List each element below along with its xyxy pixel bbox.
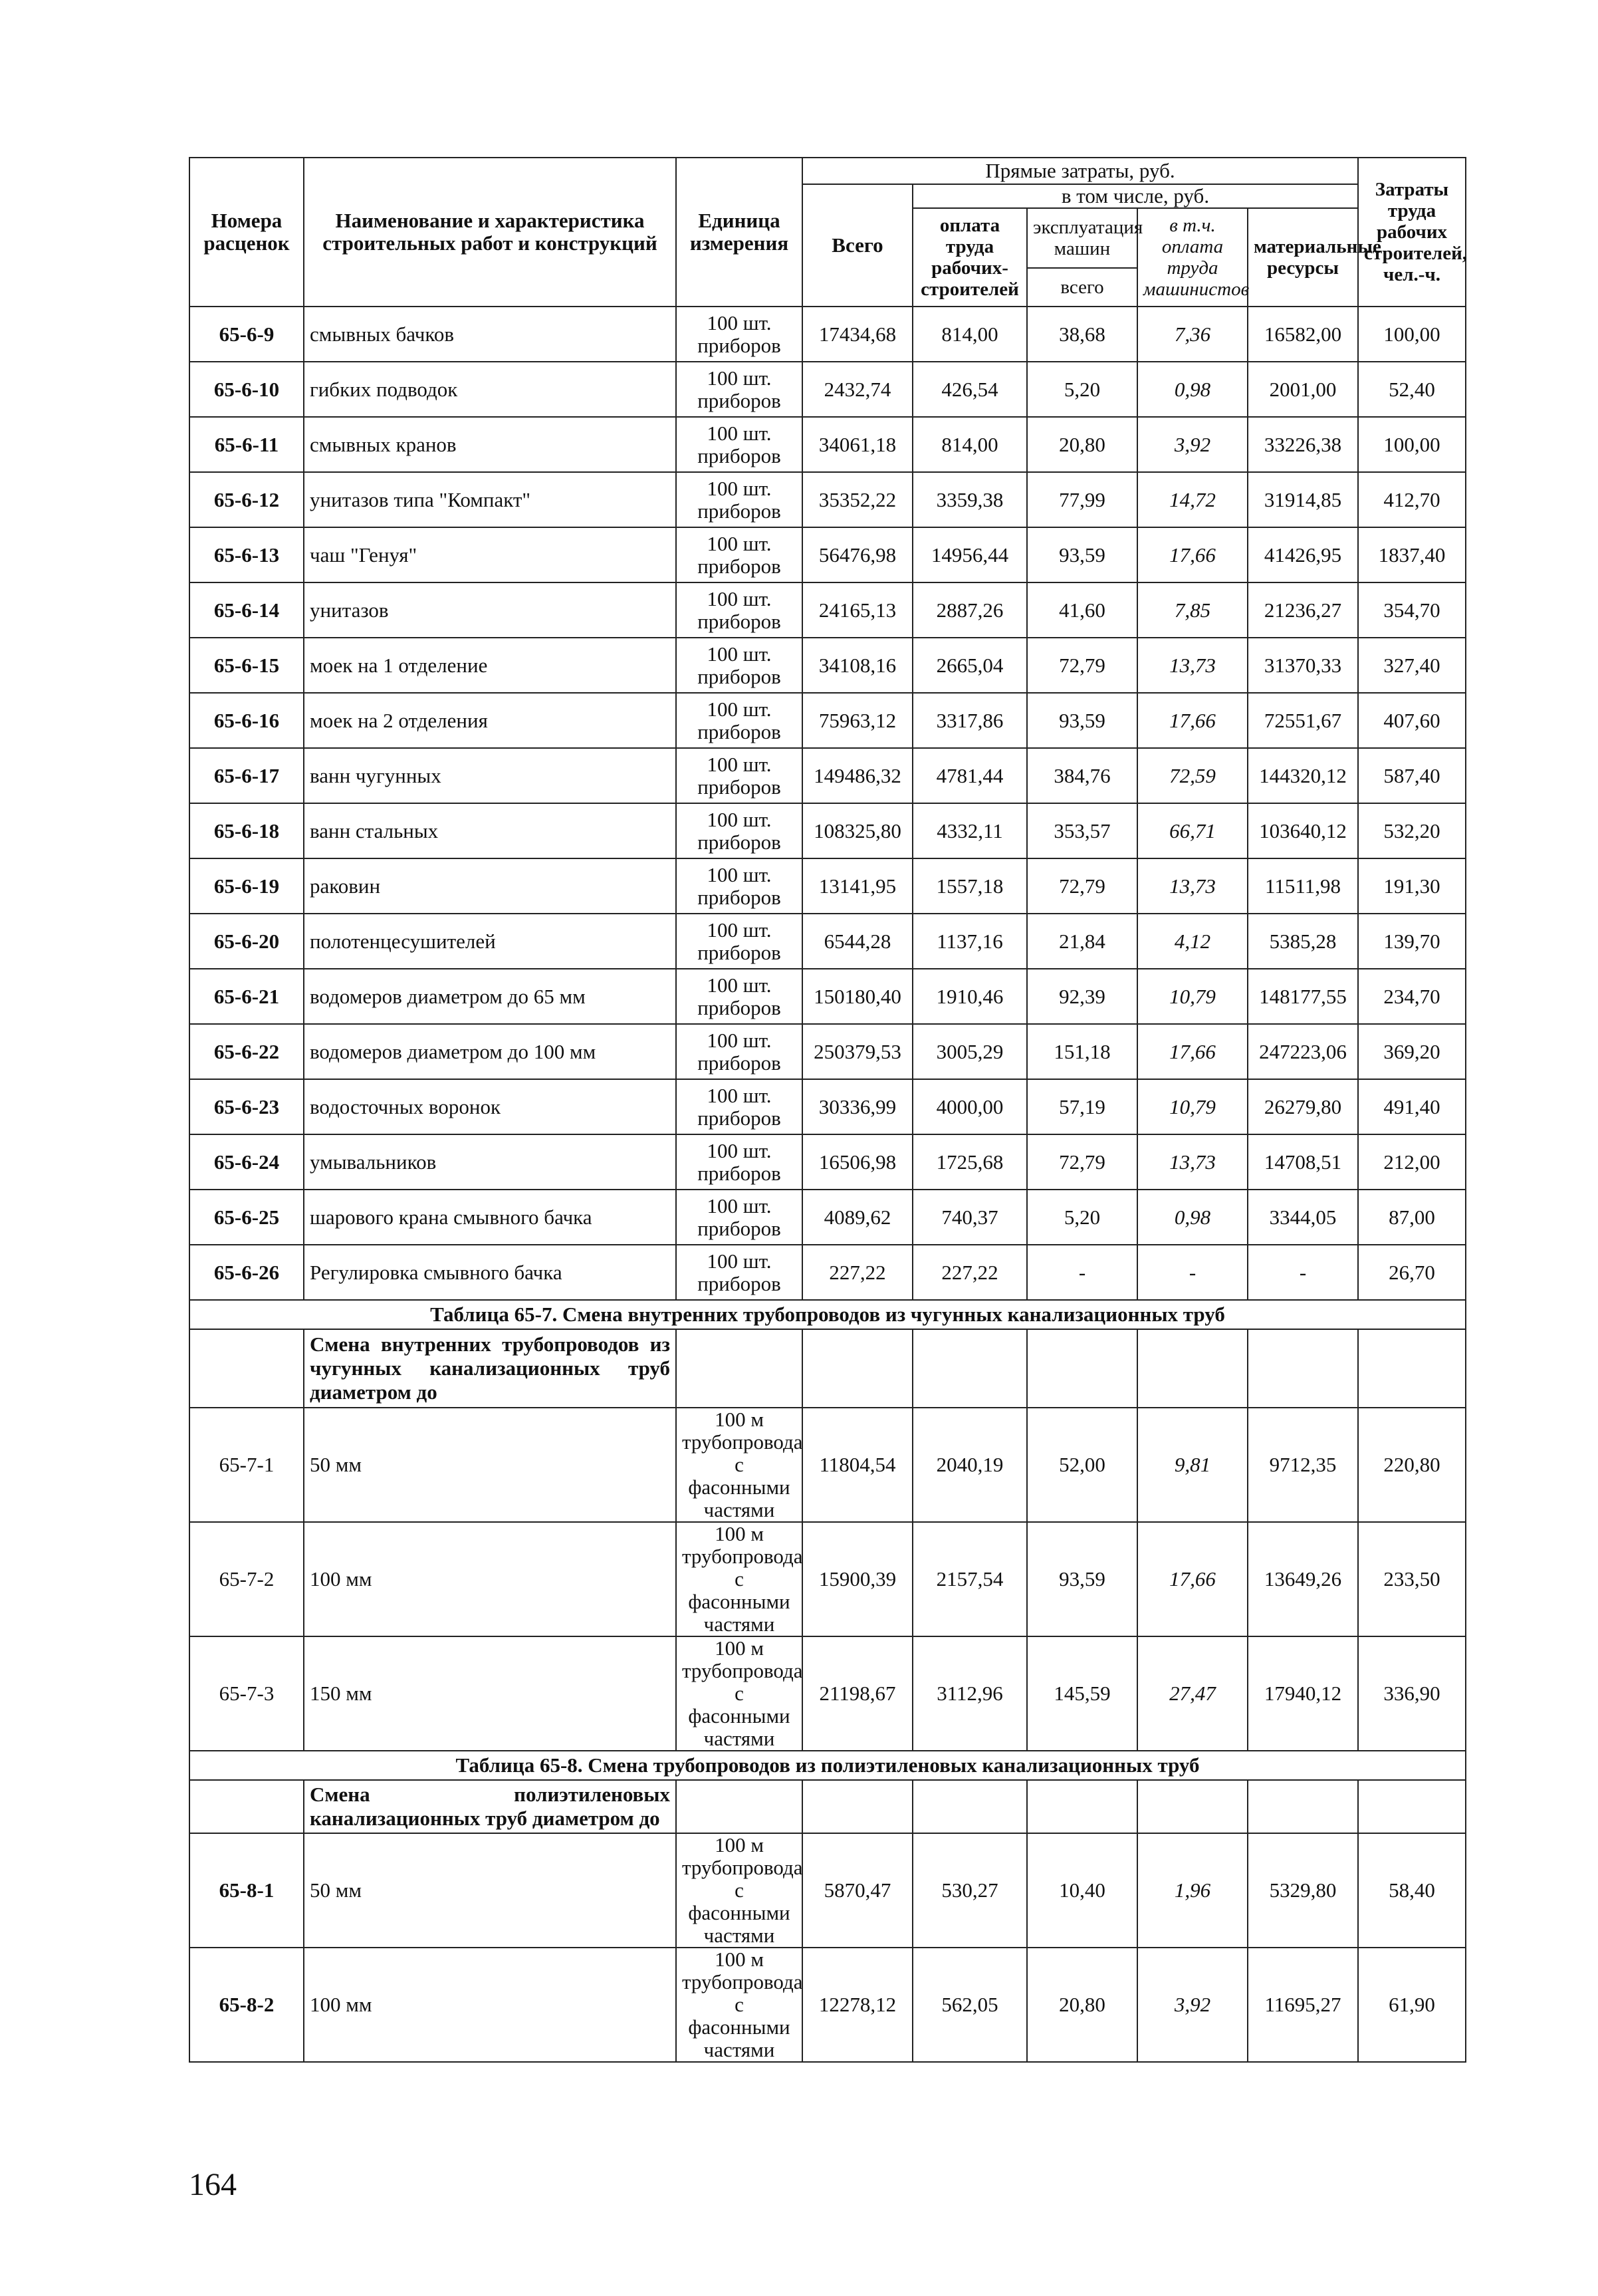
materials: 16582,00 xyxy=(1248,307,1358,362)
work-name: моек на 2 отделения xyxy=(304,693,676,748)
materials: 103640,12 xyxy=(1248,803,1358,858)
header-including: в том числе, руб. xyxy=(913,184,1358,208)
labor-pay: 14956,44 xyxy=(913,527,1027,582)
work-name: 150 мм xyxy=(304,1636,676,1751)
group-name: Смена полиэтиленовых канализационных труб диаметром до xyxy=(304,1780,676,1833)
machines: 72,79 xyxy=(1027,1134,1137,1190)
rate-code: 65-6-13 xyxy=(189,527,304,582)
labor-hours: 532,20 xyxy=(1358,803,1466,858)
total: 17434,68 xyxy=(802,307,913,362)
machines: 151,18 xyxy=(1027,1024,1137,1079)
machinists-pay: 3,92 xyxy=(1137,1948,1248,2062)
table-row xyxy=(189,527,1466,582)
work-name: водомеров диаметром до 65 мм xyxy=(304,969,676,1024)
labor-pay: 530,27 xyxy=(913,1833,1027,1948)
labor-pay: 227,22 xyxy=(913,1245,1027,1300)
table-row xyxy=(189,914,1466,969)
machines: 93,59 xyxy=(1027,693,1137,748)
unit: 100 шт. приборов xyxy=(676,1190,802,1245)
total: 108325,80 xyxy=(802,803,913,858)
work-name: раковин xyxy=(304,858,676,914)
labor-pay: 1137,16 xyxy=(913,914,1027,969)
labor-hours: 52,40 xyxy=(1358,362,1466,417)
total: 6544,28 xyxy=(802,914,913,969)
header-machinists-pay: в т.ч. оплата труда машинистов xyxy=(1137,208,1248,307)
rate-code: 65-6-14 xyxy=(189,582,304,638)
unit: 100 м трубопровода с фасонными частями xyxy=(676,1522,802,1636)
unit: 100 м трубопровода с фасонными частями xyxy=(676,1408,802,1522)
labor-hours: 26,70 xyxy=(1358,1245,1466,1300)
labor-hours: 220,80 xyxy=(1358,1408,1466,1522)
total: 21198,67 xyxy=(802,1636,913,1751)
total: 75963,12 xyxy=(802,693,913,748)
labor-hours: 87,00 xyxy=(1358,1190,1466,1245)
rate-code: 65-6-24 xyxy=(189,1134,304,1190)
empty-cell xyxy=(189,1329,304,1408)
table-header xyxy=(189,158,1466,307)
labor-hours: 61,90 xyxy=(1358,1948,1466,2062)
materials: 11695,27 xyxy=(1248,1948,1358,2062)
header-materials: материальные ресурсы xyxy=(1248,208,1358,307)
empty-cell xyxy=(1358,1329,1466,1408)
header-labor-pay: оплата труда рабочих-строителей xyxy=(913,208,1027,307)
labor-pay: 3112,96 xyxy=(913,1636,1027,1751)
empty-cell xyxy=(1027,1780,1137,1833)
table-row xyxy=(189,1948,1466,2062)
work-name: ванн стальных xyxy=(304,803,676,858)
group-row xyxy=(189,1329,1466,1408)
labor-pay: 1725,68 xyxy=(913,1134,1027,1190)
machinists-pay: 17,66 xyxy=(1137,1522,1248,1636)
machines: 93,59 xyxy=(1027,527,1137,582)
labor-pay: 2157,54 xyxy=(913,1522,1027,1636)
labor-hours: 233,50 xyxy=(1358,1522,1466,1636)
total: 56476,98 xyxy=(802,527,913,582)
machinists-pay: 10,79 xyxy=(1137,1079,1248,1134)
header-total: Всего xyxy=(802,184,913,307)
labor-pay: 4781,44 xyxy=(913,748,1027,803)
machinists-pay: 17,66 xyxy=(1137,1024,1248,1079)
machines: 145,59 xyxy=(1027,1636,1137,1751)
machines: 20,80 xyxy=(1027,1948,1137,2062)
work-name: 50 мм xyxy=(304,1408,676,1522)
section-title-row xyxy=(189,1300,1466,1329)
total: 11804,54 xyxy=(802,1408,913,1522)
work-name: водосточных воронок xyxy=(304,1079,676,1134)
unit: 100 шт. приборов xyxy=(676,1134,802,1190)
header-labor-costs: Затраты труда рабочих строителей, чел.-ч. xyxy=(1358,158,1466,307)
empty-cell xyxy=(1248,1329,1358,1408)
machinists-pay: 72,59 xyxy=(1137,748,1248,803)
work-name: Регулировка смывного бачка xyxy=(304,1245,676,1300)
empty-cell xyxy=(189,1780,304,1833)
table-row xyxy=(189,638,1466,693)
unit: 100 шт. приборов xyxy=(676,417,802,472)
machines: - xyxy=(1027,1245,1137,1300)
labor-hours: 587,40 xyxy=(1358,748,1466,803)
total: 250379,53 xyxy=(802,1024,913,1079)
machines: 93,59 xyxy=(1027,1522,1137,1636)
group-name: Смена внутренних трубопроводов из чугунных канализационных труб диаметром до xyxy=(304,1329,676,1408)
unit: 100 шт. приборов xyxy=(676,638,802,693)
machines: 52,00 xyxy=(1027,1408,1137,1522)
rate-code: 65-7-2 xyxy=(189,1522,304,1636)
machinists-pay: - xyxy=(1137,1245,1248,1300)
labor-hours: 1837,40 xyxy=(1358,527,1466,582)
unit: 100 шт. приборов xyxy=(676,748,802,803)
machines: 72,79 xyxy=(1027,638,1137,693)
table-row xyxy=(189,969,1466,1024)
unit: 100 шт. приборов xyxy=(676,858,802,914)
labor-hours: 491,40 xyxy=(1358,1079,1466,1134)
work-name: моек на 1 отделение xyxy=(304,638,676,693)
work-name: унитазов типа "Компакт" xyxy=(304,472,676,527)
header-direct-costs: Прямые затраты, руб. xyxy=(802,158,1358,184)
machinists-pay: 7,85 xyxy=(1137,582,1248,638)
labor-pay: 3005,29 xyxy=(913,1024,1027,1079)
table-row xyxy=(189,1245,1466,1300)
unit: 100 шт. приборов xyxy=(676,1079,802,1134)
machinists-pay: 13,73 xyxy=(1137,1134,1248,1190)
labor-pay: 2665,04 xyxy=(913,638,1027,693)
header-machines: эксплуатация машин xyxy=(1027,208,1137,268)
machines: 38,68 xyxy=(1027,307,1137,362)
total: 12278,12 xyxy=(802,1948,913,2062)
machinists-pay: 10,79 xyxy=(1137,969,1248,1024)
labor-hours: 191,30 xyxy=(1358,858,1466,914)
rate-code: 65-6-9 xyxy=(189,307,304,362)
labor-hours: 100,00 xyxy=(1358,307,1466,362)
work-name: умывальников xyxy=(304,1134,676,1190)
labor-hours: 412,70 xyxy=(1358,472,1466,527)
materials: 31914,85 xyxy=(1248,472,1358,527)
unit: 100 шт. приборов xyxy=(676,582,802,638)
materials: 5385,28 xyxy=(1248,914,1358,969)
table-row xyxy=(189,582,1466,638)
machinists-pay: 4,12 xyxy=(1137,914,1248,969)
machinists-pay: 0,98 xyxy=(1137,1190,1248,1245)
machines: 57,19 xyxy=(1027,1079,1137,1134)
work-name: унитазов xyxy=(304,582,676,638)
machinists-pay: 14,72 xyxy=(1137,472,1248,527)
table-row xyxy=(189,1522,1466,1636)
unit: 100 шт. приборов xyxy=(676,693,802,748)
labor-pay: 1910,46 xyxy=(913,969,1027,1024)
materials: 41426,95 xyxy=(1248,527,1358,582)
unit: 100 шт. приборов xyxy=(676,803,802,858)
table-row xyxy=(189,307,1466,362)
rate-code: 65-8-1 xyxy=(189,1833,304,1948)
machinists-pay: 7,36 xyxy=(1137,307,1248,362)
table-row xyxy=(189,1636,1466,1751)
rate-code: 65-6-11 xyxy=(189,417,304,472)
work-name: полотенцесушителей xyxy=(304,914,676,969)
work-name: 100 мм xyxy=(304,1948,676,2062)
machines: 10,40 xyxy=(1027,1833,1137,1948)
labor-pay: 4000,00 xyxy=(913,1079,1027,1134)
machines: 5,20 xyxy=(1027,1190,1137,1245)
materials: 5329,80 xyxy=(1248,1833,1358,1948)
table-row xyxy=(189,1190,1466,1245)
rates-table xyxy=(189,157,1466,2063)
labor-pay: 562,05 xyxy=(913,1948,1027,2062)
work-name: шарового крана смывного бачка xyxy=(304,1190,676,1245)
table-row xyxy=(189,748,1466,803)
labor-pay: 426,54 xyxy=(913,362,1027,417)
total: 4089,62 xyxy=(802,1190,913,1245)
unit: 100 шт. приборов xyxy=(676,969,802,1024)
rate-code: 65-7-3 xyxy=(189,1636,304,1751)
empty-cell xyxy=(1137,1329,1248,1408)
rate-code: 65-7-1 xyxy=(189,1408,304,1522)
work-name: 100 мм xyxy=(304,1522,676,1636)
empty-cell xyxy=(676,1780,802,1833)
table-row xyxy=(189,858,1466,914)
total: 2432,74 xyxy=(802,362,913,417)
machinists-pay: 13,73 xyxy=(1137,858,1248,914)
total: 149486,32 xyxy=(802,748,913,803)
rate-code: 65-6-21 xyxy=(189,969,304,1024)
rate-code: 65-6-25 xyxy=(189,1190,304,1245)
labor-hours: 369,20 xyxy=(1358,1024,1466,1079)
materials: 17940,12 xyxy=(1248,1636,1358,1751)
machines: 72,79 xyxy=(1027,858,1137,914)
machinists-pay: 1,96 xyxy=(1137,1833,1248,1948)
labor-pay: 2887,26 xyxy=(913,582,1027,638)
page-number: 164 xyxy=(189,2167,237,2202)
unit: 100 шт. приборов xyxy=(676,914,802,969)
header-machines-total: всего xyxy=(1027,268,1137,307)
total: 13141,95 xyxy=(802,858,913,914)
materials: 148177,55 xyxy=(1248,969,1358,1024)
rate-code: 65-6-10 xyxy=(189,362,304,417)
labor-pay: 2040,19 xyxy=(913,1408,1027,1522)
section-65-7 xyxy=(189,1300,1466,1751)
total: 150180,40 xyxy=(802,969,913,1024)
materials: 144320,12 xyxy=(1248,748,1358,803)
materials: 13649,26 xyxy=(1248,1522,1358,1636)
section-title: Таблица 65-7. Смена внутренних трубопроводов из чугунных канализационных труб xyxy=(189,1300,1466,1329)
empty-cell xyxy=(913,1780,1027,1833)
machines: 353,57 xyxy=(1027,803,1137,858)
table-row xyxy=(189,1134,1466,1190)
unit: 100 шт. приборов xyxy=(676,307,802,362)
section-title-row xyxy=(189,1751,1466,1780)
total: 34108,16 xyxy=(802,638,913,693)
labor-pay: 4332,11 xyxy=(913,803,1027,858)
labor-hours: 336,90 xyxy=(1358,1636,1466,1751)
machines: 77,99 xyxy=(1027,472,1137,527)
rate-code: 65-6-20 xyxy=(189,914,304,969)
total: 24165,13 xyxy=(802,582,913,638)
unit: 100 шт. приборов xyxy=(676,1245,802,1300)
work-name: гибких подводок xyxy=(304,362,676,417)
empty-cell xyxy=(1027,1329,1137,1408)
machinists-pay: 66,71 xyxy=(1137,803,1248,858)
rate-code: 65-6-12 xyxy=(189,472,304,527)
empty-cell xyxy=(913,1329,1027,1408)
labor-hours: 354,70 xyxy=(1358,582,1466,638)
machinists-pay: 17,66 xyxy=(1137,527,1248,582)
empty-cell xyxy=(1358,1780,1466,1833)
machinists-pay: 9,81 xyxy=(1137,1408,1248,1522)
rate-code: 65-6-19 xyxy=(189,858,304,914)
total: 30336,99 xyxy=(802,1079,913,1134)
machinists-pay: 13,73 xyxy=(1137,638,1248,693)
machinists-pay: 0,98 xyxy=(1137,362,1248,417)
table-row xyxy=(189,1408,1466,1522)
total: 227,22 xyxy=(802,1245,913,1300)
group-row xyxy=(189,1780,1466,1833)
empty-cell xyxy=(802,1329,913,1408)
labor-pay: 3359,38 xyxy=(913,472,1027,527)
section-title: Таблица 65-8. Смена трубопроводов из полиэтиленовых канализационных труб xyxy=(189,1751,1466,1780)
total: 16506,98 xyxy=(802,1134,913,1190)
unit: 100 шт. приборов xyxy=(676,362,802,417)
materials: 31370,33 xyxy=(1248,638,1358,693)
rate-code: 65-6-16 xyxy=(189,693,304,748)
labor-pay: 814,00 xyxy=(913,417,1027,472)
materials: 26279,80 xyxy=(1248,1079,1358,1134)
labor-pay: 740,37 xyxy=(913,1190,1027,1245)
rate-code: 65-6-18 xyxy=(189,803,304,858)
labor-pay: 814,00 xyxy=(913,307,1027,362)
rate-code: 65-8-2 xyxy=(189,1948,304,2062)
materials: 21236,27 xyxy=(1248,582,1358,638)
unit: 100 м трубопровода с фасонными частями xyxy=(676,1636,802,1751)
rate-code: 65-6-17 xyxy=(189,748,304,803)
unit: 100 шт. приборов xyxy=(676,1024,802,1079)
table-row xyxy=(189,417,1466,472)
table-row xyxy=(189,1024,1466,1079)
machines: 5,20 xyxy=(1027,362,1137,417)
work-name: чаш "Генуя" xyxy=(304,527,676,582)
labor-hours: 234,70 xyxy=(1358,969,1466,1024)
work-name: ванн чугунных xyxy=(304,748,676,803)
empty-cell xyxy=(1248,1780,1358,1833)
section-65-8 xyxy=(189,1751,1466,2062)
machines: 20,80 xyxy=(1027,417,1137,472)
section-65-6 xyxy=(189,307,1466,1300)
rate-code: 65-6-15 xyxy=(189,638,304,693)
header-name: Наименование и характеристика строительных работ и конструкций xyxy=(304,158,676,307)
labor-pay: 1557,18 xyxy=(913,858,1027,914)
empty-cell xyxy=(676,1329,802,1408)
materials: 247223,06 xyxy=(1248,1024,1358,1079)
materials: 14708,51 xyxy=(1248,1134,1358,1190)
materials: - xyxy=(1248,1245,1358,1300)
rates-table-sheet xyxy=(189,157,1468,2063)
materials: 33226,38 xyxy=(1248,417,1358,472)
table-row xyxy=(189,1833,1466,1948)
table-row xyxy=(189,803,1466,858)
total: 15900,39 xyxy=(802,1522,913,1636)
labor-hours: 139,70 xyxy=(1358,914,1466,969)
unit: 100 м трубопровода с фасонными частями xyxy=(676,1948,802,2062)
empty-cell xyxy=(802,1780,913,1833)
table-row xyxy=(189,472,1466,527)
header-unit: Единица измерения xyxy=(676,158,802,307)
labor-hours: 327,40 xyxy=(1358,638,1466,693)
total: 34061,18 xyxy=(802,417,913,472)
unit: 100 м трубопровода с фасонными частями xyxy=(676,1833,802,1948)
work-name: водомеров диаметром до 100 мм xyxy=(304,1024,676,1079)
header-number: Номера расценок xyxy=(189,158,304,307)
unit: 100 шт. приборов xyxy=(676,472,802,527)
machinists-pay: 17,66 xyxy=(1137,693,1248,748)
materials: 2001,00 xyxy=(1248,362,1358,417)
materials: 72551,67 xyxy=(1248,693,1358,748)
materials: 3344,05 xyxy=(1248,1190,1358,1245)
machinists-pay: 27,47 xyxy=(1137,1636,1248,1751)
unit: 100 шт. приборов xyxy=(676,527,802,582)
total: 35352,22 xyxy=(802,472,913,527)
materials: 9712,35 xyxy=(1248,1408,1358,1522)
labor-hours: 212,00 xyxy=(1358,1134,1466,1190)
work-name: смывных бачков xyxy=(304,307,676,362)
table-row xyxy=(189,362,1466,417)
empty-cell xyxy=(1137,1780,1248,1833)
total: 5870,47 xyxy=(802,1833,913,1948)
rate-code: 65-6-26 xyxy=(189,1245,304,1300)
table-row xyxy=(189,1079,1466,1134)
machines: 41,60 xyxy=(1027,582,1137,638)
labor-hours: 100,00 xyxy=(1358,417,1466,472)
machines: 92,39 xyxy=(1027,969,1137,1024)
work-name: смывных кранов xyxy=(304,417,676,472)
machines: 384,76 xyxy=(1027,748,1137,803)
work-name: 50 мм xyxy=(304,1833,676,1948)
labor-hours: 407,60 xyxy=(1358,693,1466,748)
labor-pay: 3317,86 xyxy=(913,693,1027,748)
rate-code: 65-6-22 xyxy=(189,1024,304,1079)
rate-code: 65-6-23 xyxy=(189,1079,304,1134)
table-row xyxy=(189,693,1466,748)
labor-hours: 58,40 xyxy=(1358,1833,1466,1948)
materials: 11511,98 xyxy=(1248,858,1358,914)
machinists-pay: 3,92 xyxy=(1137,417,1248,472)
machines: 21,84 xyxy=(1027,914,1137,969)
